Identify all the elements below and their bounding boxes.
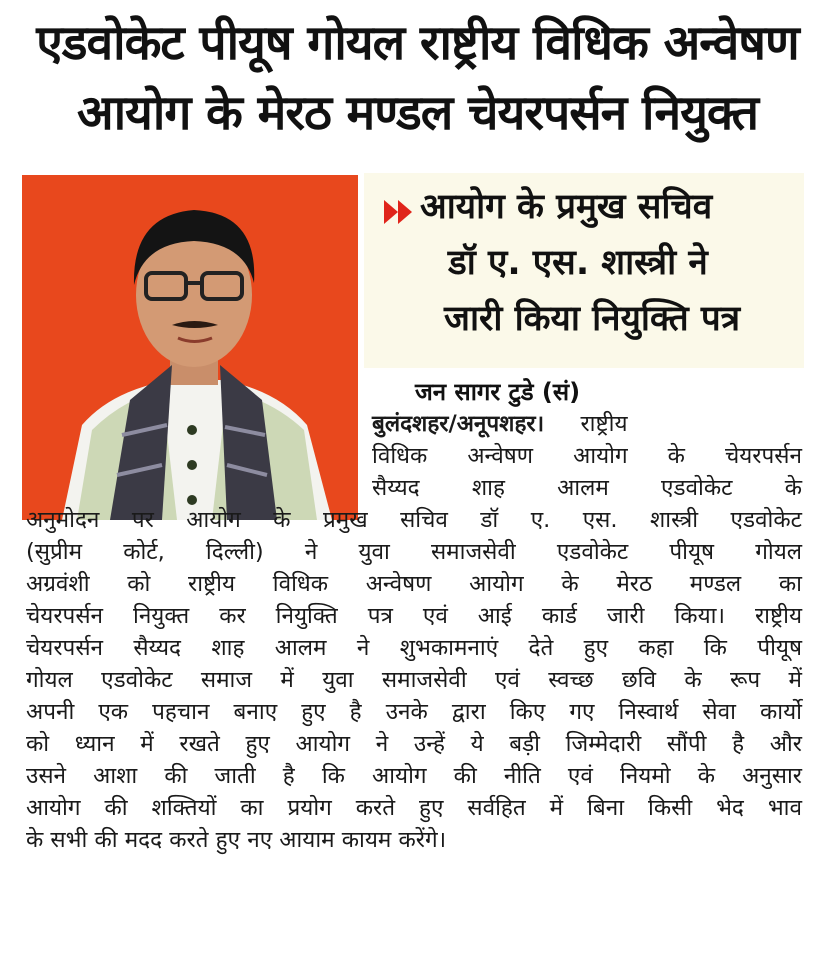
body-line-12: उसने आशा की जाती है कि आयोग की नीति एवं नियमो के अनुसार [26,763,802,789]
headline-line-1: एडवोकेट पीयूष गोयल राष्ट्रीय विधिक अन्वेषण [36,15,799,71]
double-arrow-icon [384,197,418,227]
body-line-8: चेयरपर्सन सैय्यद शाह आलम ने शुभकामनाएं देते हुए कहा कि पीयूष [26,635,802,661]
portrait-photo [22,175,358,520]
body-line-10: अपनी एक पहचान बनाए हुए है उनके द्वारा किए गए निस्वार्थ सेवा कार्यो [26,699,802,725]
body-line-4: अनुमोदन पर आयोग के प्रमुख सचिव डॉ ए. एस. शास्त्री एडवोकेट [26,507,802,533]
headline [10,8,825,148]
body-line-14: के सभी की मदद करते हुए नए आयाम कायम करेंगे। [26,827,447,853]
dateline: बुलंदशहर/अनूपशहर। [372,411,545,437]
highlight-box [364,173,804,368]
body-line-2: विधिक अन्वेषण आयोग के चेयरपर्सन [372,443,802,469]
body-line-5: (सुप्रीम कोर्ट, दिल्ली) ने युवा समाजसेवी एडवोकेट पीयूष गोयल [26,539,802,565]
body-line-1 [372,408,802,440]
headline-line-2: आयोग के मेरठ मण्डल चेयरपर्सन नियुक्त [76,85,759,141]
highlight-line-3: जारी किया नियुक्ति पत्र [444,299,741,339]
portrait-illustration [22,175,358,520]
body-line-6: अग्रवंशी को राष्ट्रीय विधिक अन्वेषण आयोग के मेरठ मण्डल का [26,571,802,597]
highlight-line-2: डॉ ए. एस. शास्त्री ने [448,243,708,283]
highlight-line-1: आयोग के प्रमुख सचिव [420,187,713,227]
body-line-7: चेयरपर्सन नियुक्त कर नियुक्ति पत्र एवं आई कार्ड जारी किया। राष्ट्रीय [26,603,802,629]
body-line-11: को ध्यान में रखते हुए आयोग ने उन्हें ये बड़ी जिम्मेदारी सौंपी है और [26,731,802,757]
byline: जन सागर टुडे (सं) [415,378,581,406]
body-line-13: आयोग की शक्तियों का प्रयोग करते हुए सर्वहित में बिना किसी भेद भाव [26,795,802,821]
body-line-1-text: राष्ट्रीय [580,411,628,437]
body-line-3: सैय्यद शाह आलम एडवोकेट के [372,475,802,501]
body-line-9: गोयल एडवोकेट समाज में युवा समाजसेवी एवं स्वच्छ छवि के रूप में [26,667,802,693]
